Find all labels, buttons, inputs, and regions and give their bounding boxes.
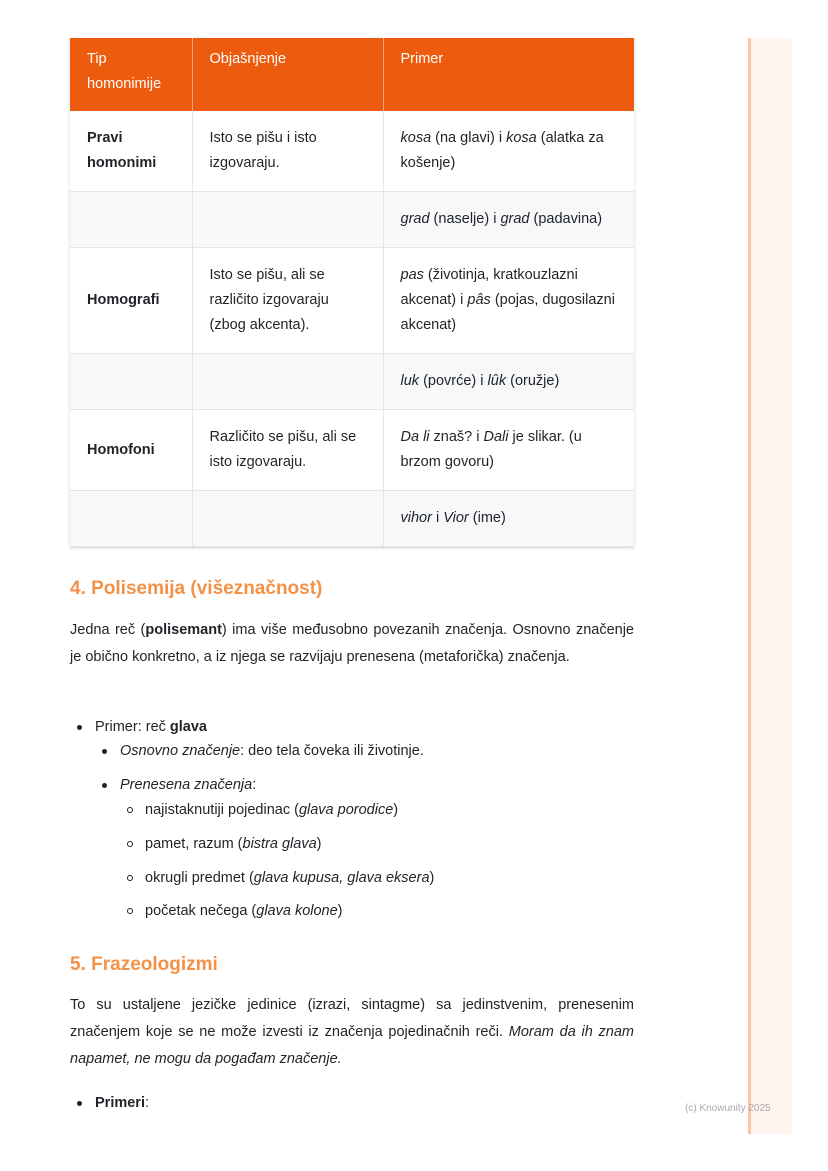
section-polysemy xyxy=(70,577,634,601)
cell-explanation: Različito se pišu, ali se isto izgovaraju. xyxy=(192,410,383,491)
list-item-text: okrugli predmet ( xyxy=(145,870,254,886)
list-item xyxy=(70,834,634,868)
example-text: (povrće) i xyxy=(419,373,488,389)
table-row xyxy=(70,491,634,547)
cell-empty xyxy=(70,192,192,248)
sub-list xyxy=(70,775,634,795)
cell-example xyxy=(383,192,634,248)
sidebar-divider xyxy=(748,38,751,1134)
section-heading: 4. Polisemija (višeznačnost) xyxy=(70,578,323,599)
table-row xyxy=(70,248,634,354)
list-item-label: Prenesena značenja xyxy=(120,777,253,793)
table-header-row xyxy=(70,38,634,111)
list-item-text: : xyxy=(252,777,257,793)
list-item xyxy=(70,1093,634,1113)
section-heading: 5. Frazeologizmi xyxy=(70,954,218,975)
example-word: lûk xyxy=(487,373,507,389)
example-word: pâs xyxy=(467,292,491,308)
homonym-table xyxy=(70,38,634,547)
phraseology-paragraph xyxy=(70,992,634,1073)
bold-term: glava xyxy=(169,719,208,735)
example-phrase: glava porodice xyxy=(298,802,394,818)
phraseology-paragraph-wrap xyxy=(70,992,634,1073)
cell-example xyxy=(383,491,634,547)
bullet-icon xyxy=(77,1101,82,1106)
list-item-text: pamet, razum ( xyxy=(145,836,243,852)
cell-example xyxy=(383,354,634,410)
polysemy-paragraph-wrap xyxy=(70,617,634,671)
table-row xyxy=(70,111,634,192)
list-item-text: Primer: reč xyxy=(95,719,170,735)
list-item-text: ) xyxy=(429,870,435,886)
example-text: (pojas, dugosilazni akcenat) xyxy=(400,292,615,333)
example-word: Dali xyxy=(483,429,509,445)
cell-empty xyxy=(192,192,383,248)
header-type: Tip homonimije xyxy=(70,38,192,111)
polysemy-paragraph xyxy=(70,617,634,671)
paragraph-text: Jedna reč ( xyxy=(70,622,146,638)
cell-type: Homofoni xyxy=(70,410,192,491)
sub-list xyxy=(70,741,634,761)
cell-explanation: Isto se pišu i isto izgovaraju. xyxy=(192,111,383,192)
list-item-text: najistaknutiji pojedinac ( xyxy=(145,802,299,818)
example-word: kosa xyxy=(506,130,537,146)
example-word: Vior xyxy=(443,510,469,526)
circle-bullet-icon xyxy=(127,841,133,847)
list-item xyxy=(70,775,634,795)
cell-empty xyxy=(192,491,383,547)
cell-empty xyxy=(192,354,383,410)
cell-example xyxy=(383,111,634,192)
italic-note: Moram da ih znam napamet, ne mogu da pogađam značenje. xyxy=(70,1024,635,1067)
table-row xyxy=(70,192,634,248)
list-item xyxy=(70,717,634,737)
table-row xyxy=(70,354,634,410)
cell-explanation: Isto se pišu, ali se različito izgovaraju (zbog akcenta). xyxy=(192,248,383,354)
example-text: (naselje) i xyxy=(429,211,501,227)
example-text: je slikar. (u brzom govoru) xyxy=(400,429,582,470)
circle-bullet-icon xyxy=(127,807,133,813)
circle-bullet-icon xyxy=(127,908,133,914)
bold-term: polisemant xyxy=(145,622,222,638)
list-item-text: početak nečega ( xyxy=(145,903,257,919)
example-text: (oružje) xyxy=(506,373,560,389)
header-explanation: Objašnjenje xyxy=(192,38,383,111)
example-word: grad xyxy=(400,211,430,227)
bullet-icon xyxy=(102,783,107,788)
cell-example xyxy=(383,248,634,354)
example-word: luk xyxy=(400,373,420,389)
list-item-text: : xyxy=(144,1095,150,1111)
sidebar-strip xyxy=(748,38,792,1134)
example-list xyxy=(70,717,634,737)
example-text: (ime) xyxy=(468,510,506,526)
example-text: (na glavi) i xyxy=(431,130,507,146)
list-item-text: ) xyxy=(316,836,322,852)
example-text: (alatka za košenje) xyxy=(400,130,604,171)
list-item xyxy=(70,800,634,834)
list-item-text: ) xyxy=(393,802,399,818)
copyright-footer: (c) Knowunity 2025 xyxy=(685,1103,771,1114)
example-phrase: bistra glava xyxy=(242,836,317,852)
circle-bullet-icon xyxy=(127,875,133,881)
example-text: (životinja, kratkouzlazni akcenat) i xyxy=(400,267,578,308)
example-phrase: glava kupusa, glava eksera xyxy=(253,870,430,886)
example-text: znaš? i xyxy=(429,429,484,445)
bullet-icon xyxy=(102,749,107,754)
paragraph-text: ) ima više međusobno povezanih značenja. Osnovno značenje je obično konkretno, a iz njega se razvijaju prenesena (metaforička) značenja. xyxy=(70,622,634,665)
list-item xyxy=(70,901,634,934)
list-item xyxy=(70,868,634,901)
cell-empty xyxy=(70,354,192,410)
cell-example xyxy=(383,410,634,491)
examples-list xyxy=(70,1093,634,1113)
paragraph-text: To su ustaljene jezičke jedinice (izrazi, sintagme) sa jedinstvenim, prenesenim značenjem koje se ne može izvesti iz značenja pojedinačnih reči. xyxy=(70,997,634,1040)
example-word: pas xyxy=(400,267,424,283)
example-word: kosa xyxy=(400,130,432,146)
example-text: (padavina) xyxy=(529,211,603,227)
example-word: Da li xyxy=(400,429,430,445)
cell-type: Pravi homonimi xyxy=(70,111,192,192)
bold-term: Primeri xyxy=(95,1095,145,1111)
list-item xyxy=(70,741,634,761)
section-phraseology xyxy=(70,953,634,977)
meanings-list xyxy=(70,800,634,934)
list-item-text: : deo tela čoveka ili životinje. xyxy=(240,743,424,759)
cell-type: Homografi xyxy=(70,248,192,354)
example-word: grad xyxy=(500,211,530,227)
bullet-icon xyxy=(77,725,82,730)
list-item-label: Osnovno značenje xyxy=(120,743,241,759)
example-word: vihor xyxy=(400,510,432,526)
header-example: Primer xyxy=(383,38,634,111)
cell-empty xyxy=(70,491,192,547)
example-text: i xyxy=(431,510,444,526)
list-item-text: ) xyxy=(337,903,343,919)
example-phrase: glava kolone xyxy=(256,903,338,919)
table-row xyxy=(70,410,634,491)
